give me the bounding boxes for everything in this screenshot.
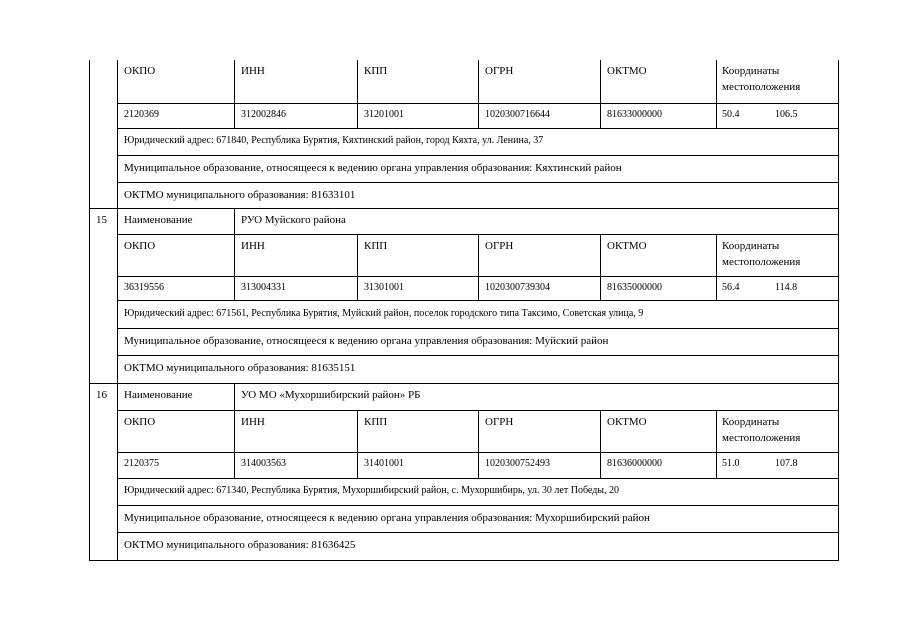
ogrn-value: 1020300716644 — [485, 109, 550, 120]
header-coords-line2: местоположения — [722, 432, 801, 444]
longitude-value: 106.5 — [775, 109, 798, 120]
municipality-text: Муниципальное образование, относящееся к ведению органа управления образования: Кяхтинский район — [124, 162, 622, 174]
legal-address: Юридический адрес: 671340, Республика Бурятия, Мухоршибирский район, с. Мухоршибирь, ул. 30 лет Победы, 20 — [124, 485, 620, 496]
organization-name: РУО Муйского района — [241, 214, 346, 226]
header-coords-line1: Координаты — [722, 416, 780, 428]
kpp-value: 31301001 — [364, 282, 404, 293]
inn-value: 313004331 — [241, 282, 286, 293]
row-number: 16 — [96, 389, 107, 401]
header-coords-line2: местоположения — [722, 256, 801, 268]
header-okpo: ОКПО — [124, 65, 156, 77]
header-inn: ИНН — [241, 240, 265, 252]
header-coords-line1: Координаты — [722, 240, 780, 252]
header-okpo: ОКПО — [124, 240, 156, 252]
inn-value: 312002846 — [241, 109, 286, 120]
okpo-value: 36319556 — [124, 282, 164, 293]
header-kpp: КПП — [364, 416, 388, 428]
header-ogrn: ОГРН — [485, 416, 514, 428]
name-label: Наименование — [124, 389, 193, 401]
longitude-value: 114.8 — [775, 282, 798, 293]
latitude-value: 50.4 — [722, 109, 740, 120]
longitude-value: 107.8 — [775, 458, 798, 469]
municipality-oktmo: ОКТМО муниципального образования: 81635151 — [124, 362, 356, 374]
municipality-text: Муниципальное образование, относящееся к ведению органа управления образования: Муйский район — [124, 335, 609, 347]
okpo-value: 2120375 — [124, 458, 159, 469]
municipality-text: Муниципальное образование, относящееся к ведению органа управления образования: Мухоршибирский район — [124, 512, 650, 524]
header-okpo: ОКПО — [124, 416, 156, 428]
header-coords-line1: Координаты — [722, 65, 780, 77]
municipality-oktmo: ОКТМО муниципального образования: 81636425 — [124, 539, 356, 551]
name-label: Наименование — [124, 214, 193, 226]
latitude-value: 56.4 — [722, 282, 740, 293]
okpo-value: 2120369 — [124, 109, 159, 120]
header-coords-line2: местоположения — [722, 81, 801, 93]
kpp-value: 31401001 — [364, 458, 404, 469]
legal-address: Юридический адрес: 671840, Республика Бурятия, Кяхтинский район, город Кяхта, ул. Ленина, 37 — [124, 135, 544, 146]
latitude-value: 51.0 — [722, 458, 740, 469]
header-kpp: КПП — [364, 65, 388, 77]
legal-address: Юридический адрес: 671561, Республика Бурятия, Муйский район, поселок городского типа Таксимо, Советская улица, 9 — [124, 308, 644, 319]
inn-value: 314003563 — [241, 458, 286, 469]
ogrn-value: 1020300752493 — [485, 458, 550, 469]
header-kpp: КПП — [364, 240, 388, 252]
header-ogrn: ОГРН — [485, 240, 514, 252]
organization-name: УО МО «Мухоршибирский район» РБ — [241, 389, 421, 401]
header-inn: ИНН — [241, 416, 265, 428]
oktmo-value: 81636000000 — [607, 458, 662, 469]
kpp-value: 31201001 — [364, 109, 404, 120]
header-oktmo: ОКТМО — [607, 416, 647, 428]
row-number: 15 — [96, 214, 107, 226]
header-oktmo: ОКТМО — [607, 240, 647, 252]
header-ogrn: ОГРН — [485, 65, 514, 77]
ogrn-value: 1020300739304 — [485, 282, 550, 293]
oktmo-value: 81633000000 — [607, 109, 662, 120]
oktmo-value: 81635000000 — [607, 282, 662, 293]
municipality-oktmo: ОКТМО муниципального образования: 81633101 — [124, 189, 356, 201]
header-oktmo: ОКТМО — [607, 65, 647, 77]
header-inn: ИНН — [241, 65, 265, 77]
